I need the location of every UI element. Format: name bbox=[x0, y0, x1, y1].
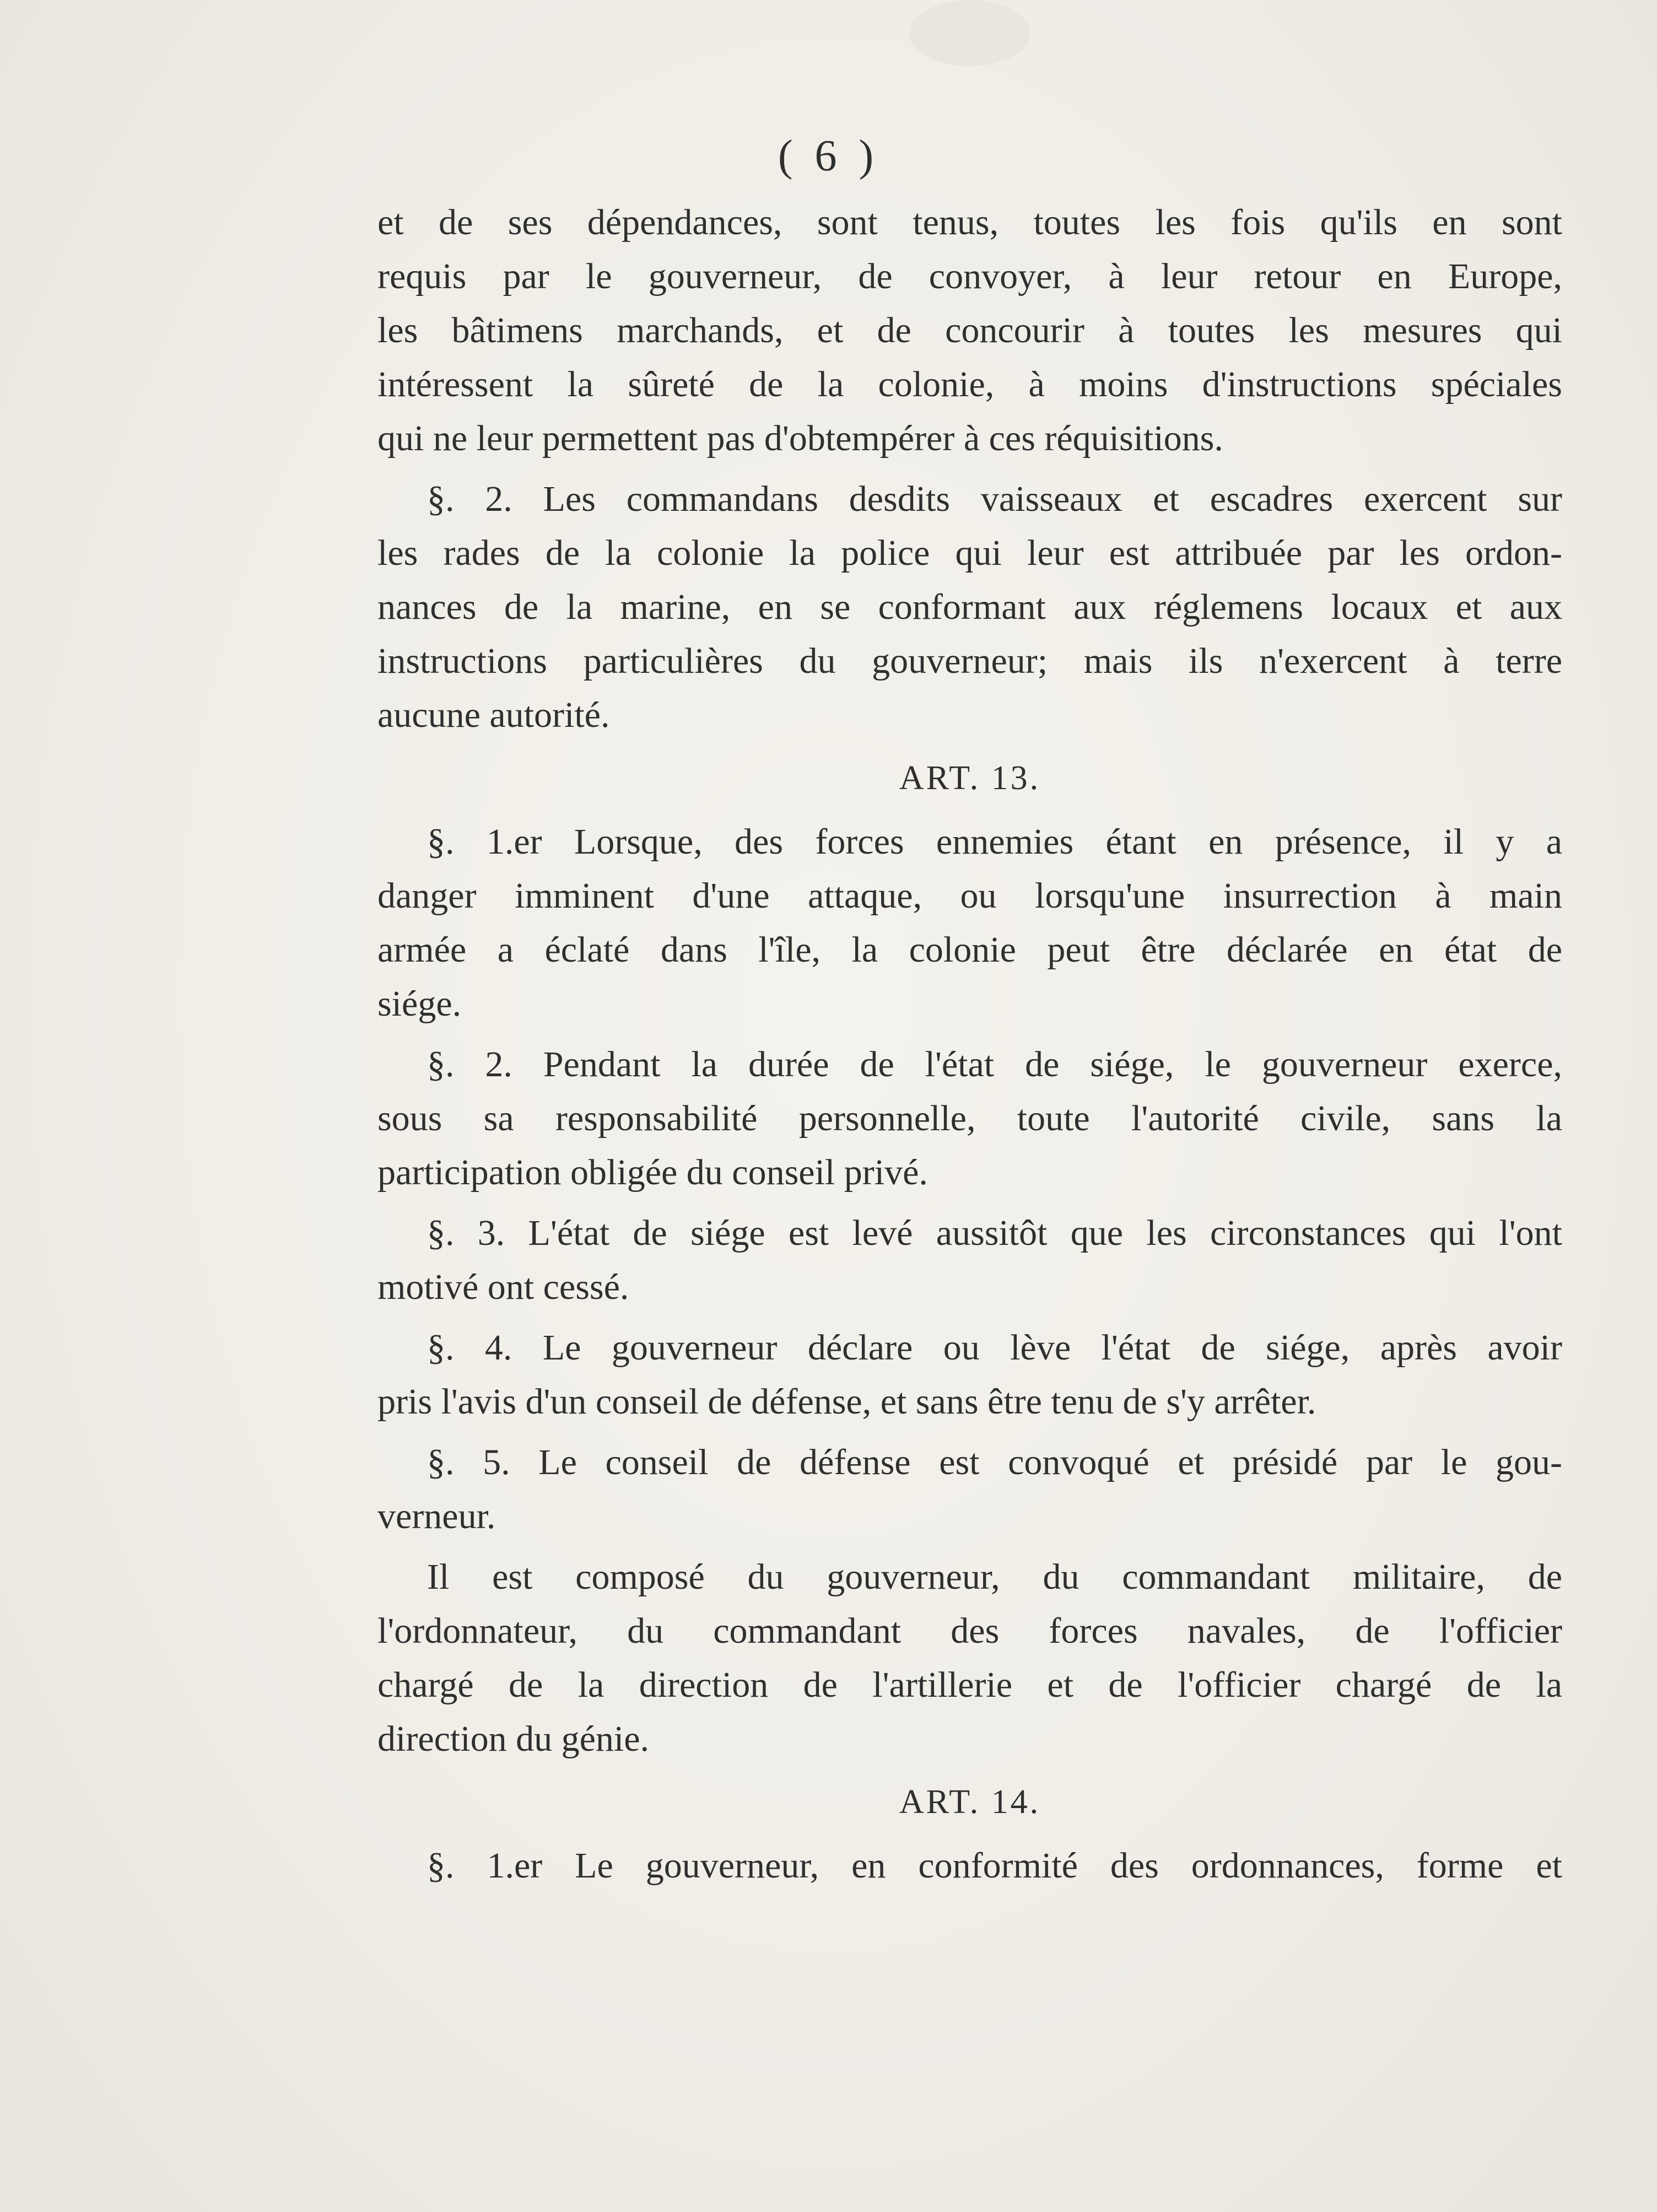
text-line: aucune autorité. bbox=[377, 695, 610, 735]
paragraph bbox=[377, 1436, 1562, 1544]
text-line: les bâtimens marchands, et de concourir à toutes les mesures qui bbox=[377, 310, 1562, 350]
text-line: motivé ont cessé. bbox=[377, 1267, 629, 1307]
text-line: §. 1.er Le gouverneur, en conformité des ordonnances, forme et bbox=[427, 1846, 1562, 1886]
page-number: ( 6 ) bbox=[778, 132, 879, 180]
text-line: pris l'avis d'un conseil de défense, et sans être tenu de s'y arrêter. bbox=[377, 1382, 1316, 1422]
text-line: requis par le gouverneur, de convoyer, à leur retour en Europe, bbox=[377, 256, 1562, 296]
paragraph bbox=[377, 1321, 1562, 1429]
text-line: siége. bbox=[377, 984, 462, 1024]
text-line: §. 2. Pendant la durée de l'état de siége, le gouverneur exerce, bbox=[427, 1044, 1562, 1085]
text-line: sous sa responsabilité personnelle, toute l'autorité civile, sans la bbox=[377, 1098, 1562, 1139]
paper-stain bbox=[909, 0, 1030, 66]
text-line: et de ses dépendances, sont tenus, toutes les fois qu'ils en sont bbox=[377, 202, 1562, 242]
text-line: direction du génie. bbox=[377, 1719, 650, 1759]
paragraph bbox=[377, 815, 1562, 1031]
paragraph bbox=[377, 1038, 1562, 1200]
text-line: §. 2. Les commandans desdits vaisseaux et escadres exercent sur bbox=[427, 479, 1562, 519]
text-line: chargé de la direction de l'artillerie et de l'officier chargé de la bbox=[377, 1665, 1562, 1705]
paragraph bbox=[377, 472, 1562, 742]
paragraph bbox=[377, 1839, 1562, 1893]
text-line: verneur. bbox=[377, 1496, 496, 1536]
text-line: qui ne leur permettent pas d'obtempérer à ces réquisitions. bbox=[377, 418, 1223, 458]
text-line: participation obligée du conseil privé. bbox=[377, 1152, 928, 1193]
text-line: §. 3. L'état de siége est levé aussitôt que les circonstances qui l'ont bbox=[427, 1213, 1562, 1253]
article-heading: ART. 14. bbox=[899, 1783, 1041, 1821]
body-text bbox=[377, 196, 1562, 1900]
text-line: l'ordonnateur, du commandant des forces navales, de l'officier bbox=[377, 1611, 1562, 1651]
text-line: §. 5. Le conseil de défense est convoqué et présidé par le gou- bbox=[427, 1442, 1562, 1482]
text-line: §. 4. Le gouverneur déclare ou lève l'état de siége, après avoir bbox=[427, 1328, 1562, 1368]
text-line: danger imminent d'une attaque, ou lorsqu'une insurrection à main bbox=[377, 876, 1562, 916]
text-line: les rades de la colonie la police qui leur est attribuée par les ordon- bbox=[377, 533, 1562, 573]
paragraph bbox=[377, 1206, 1562, 1314]
text-line: §. 1.er Lorsque, des forces ennemies étant en présence, il y a bbox=[427, 822, 1562, 862]
text-line: intéressent la sûreté de la colonie, à moins d'instructions spéciales bbox=[377, 364, 1562, 404]
text-line: armée a éclaté dans l'île, la colonie peut être déclarée en état de bbox=[377, 930, 1562, 970]
paragraph bbox=[377, 196, 1562, 466]
paragraph bbox=[377, 1550, 1562, 1766]
text-line: nances de la marine, en se conformant aux réglemens locaux et aux bbox=[377, 587, 1562, 627]
article-heading: ART. 13. bbox=[899, 759, 1041, 797]
text-line: instructions particulières du gouverneur; mais ils n'exercent à terre bbox=[377, 641, 1562, 681]
text-line: Il est composé du gouverneur, du commandant militaire, de bbox=[427, 1557, 1562, 1597]
